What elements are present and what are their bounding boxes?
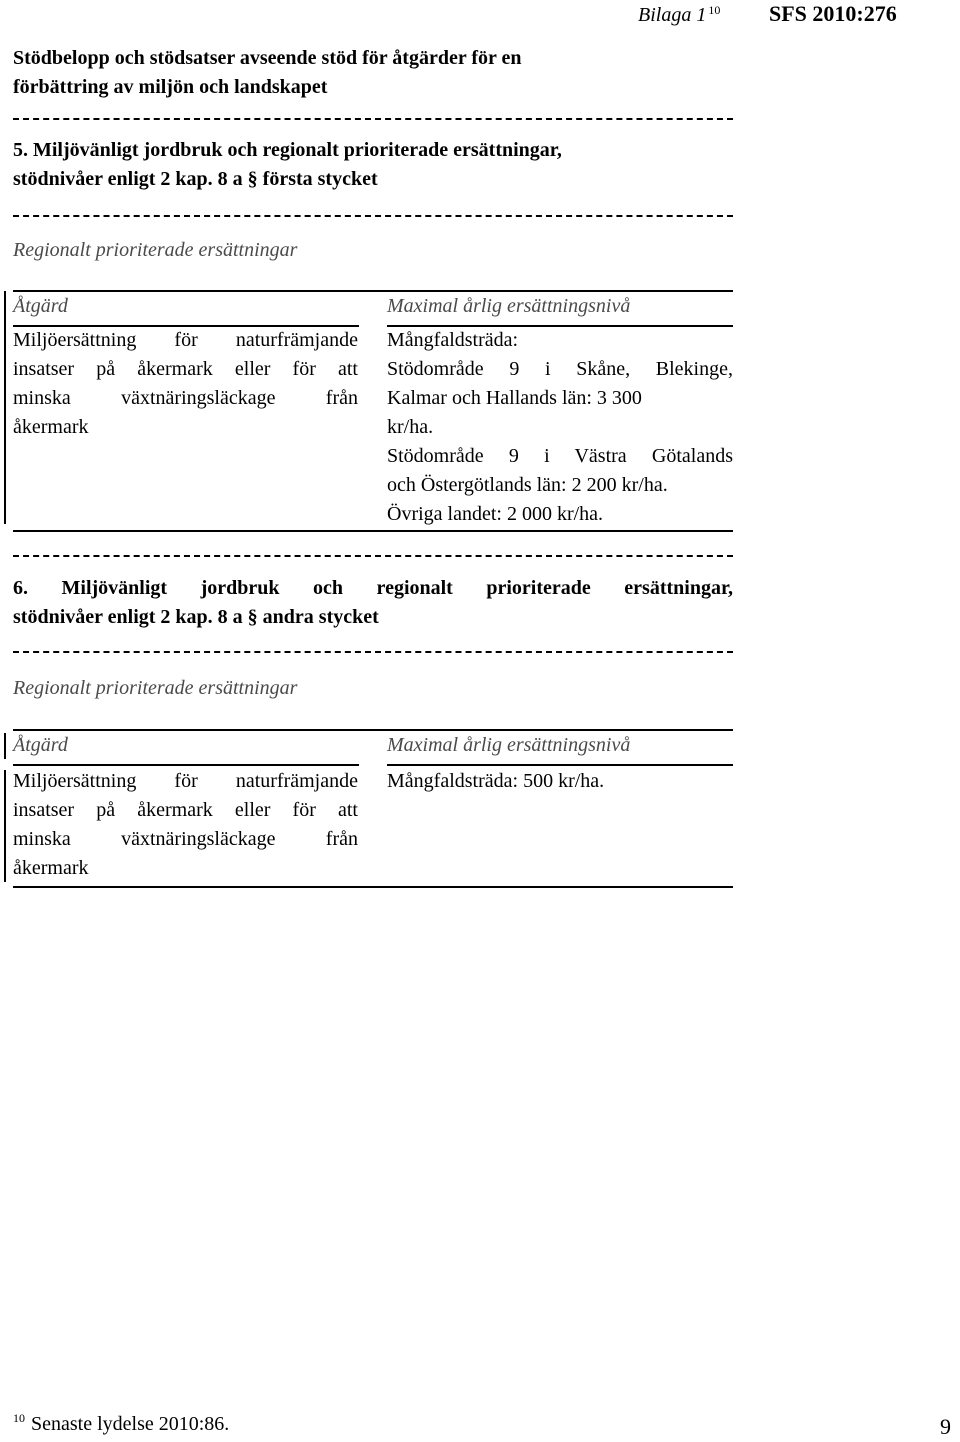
change-marker-bar	[4, 291, 6, 524]
change-marker-bar	[4, 770, 6, 882]
table-bottom-rule	[13, 530, 733, 532]
page-number: 9	[940, 1414, 951, 1439]
document-title-line-1: Stödbelopp och stödsatser avseende stöd för åtgärder för en	[13, 47, 522, 69]
footnote-number: 10	[13, 1411, 25, 1425]
measure-text-line: Miljöersättning för naturfrämjande	[13, 770, 358, 792]
footnote-text: Senaste lydelse 2010:86.	[31, 1413, 230, 1435]
column-header-max-compensation: Maximal årlig ersättningsnivå	[387, 295, 631, 317]
measure-cell	[13, 767, 358, 883]
footnote	[13, 1411, 229, 1436]
measure-text-line: insatser på åkermark eller för att	[13, 358, 358, 380]
amendment-separator	[13, 118, 733, 120]
measure-text-line: åkermark	[13, 857, 89, 879]
measure-text-line: minska växtnäringsläckage från	[13, 387, 358, 409]
section-5-heading-line-1: 5. Miljövänligt jordbruk och regionalt prioriterade ersättningar,	[13, 139, 562, 161]
measure-text-line: åkermark	[13, 416, 89, 438]
amendment-separator	[13, 651, 733, 653]
measure-text-line: minska växtnäringsläckage från	[13, 828, 358, 850]
amount-text-line: Mångfaldsträda:	[387, 329, 519, 351]
document-title-line-2: förbättring av miljön och landskapet	[13, 76, 328, 98]
column-header-measure: Åtgärd	[13, 295, 68, 317]
amount-text-line: Stödområde 9 i Västra Götalands	[387, 445, 733, 467]
section-6-subheading: Regionalt prioriterade ersättningar	[13, 677, 298, 699]
change-marker-bar	[4, 733, 6, 759]
section-6-heading	[13, 574, 733, 632]
amount-text-line: kr/ha.	[387, 416, 434, 438]
table-header-rule	[387, 764, 733, 766]
table-bottom-rule	[13, 886, 733, 888]
section-6-heading-line-2: stödnivåer enligt 2 kap. 8 a § andra stycket	[13, 606, 379, 628]
amount-text-line: Stödområde 9 i Skåne, Blekinge,	[387, 358, 733, 380]
appendix-label	[638, 3, 720, 27]
table-top-rule	[13, 290, 733, 292]
amount-cell	[387, 326, 733, 529]
section-5-heading-line-2: stödnivåer enligt 2 kap. 8 a § första stycket	[13, 168, 378, 190]
amount-text-line: och Östergötlands län: 2 200 kr/ha.	[387, 474, 668, 496]
amount-text-line: Övriga landet: 2 000 kr/ha.	[387, 503, 604, 525]
table-header-rule	[13, 764, 359, 766]
amendment-separator	[13, 215, 733, 217]
amount-text-line: Kalmar och Hallands län: 3 300	[387, 387, 642, 409]
amount-cell	[387, 767, 733, 796]
document-title	[13, 44, 733, 102]
measure-text-line: insatser på åkermark eller för att	[13, 799, 358, 821]
footnote-reference: 10	[708, 3, 721, 17]
amendment-separator	[13, 555, 733, 557]
measure-cell	[13, 326, 358, 442]
section-5-heading	[13, 136, 733, 194]
column-header-max-compensation: Maximal årlig ersättningsnivå	[387, 734, 631, 756]
table-top-rule	[13, 729, 733, 731]
section-6-heading-line-1: 6. Miljövänligt jordbruk och regionalt prioriterade ersättningar,	[13, 577, 733, 599]
amount-text-line: Mångfaldsträda: 500 kr/ha.	[387, 770, 605, 792]
column-header-measure: Åtgärd	[13, 734, 68, 756]
sfs-number: SFS 2010:276	[769, 1, 897, 26]
measure-text-line: Miljöersättning för naturfrämjande	[13, 329, 358, 351]
appendix-label-text: Bilaga 1	[638, 4, 707, 26]
section-5-subheading: Regionalt prioriterade ersättningar	[13, 239, 298, 261]
